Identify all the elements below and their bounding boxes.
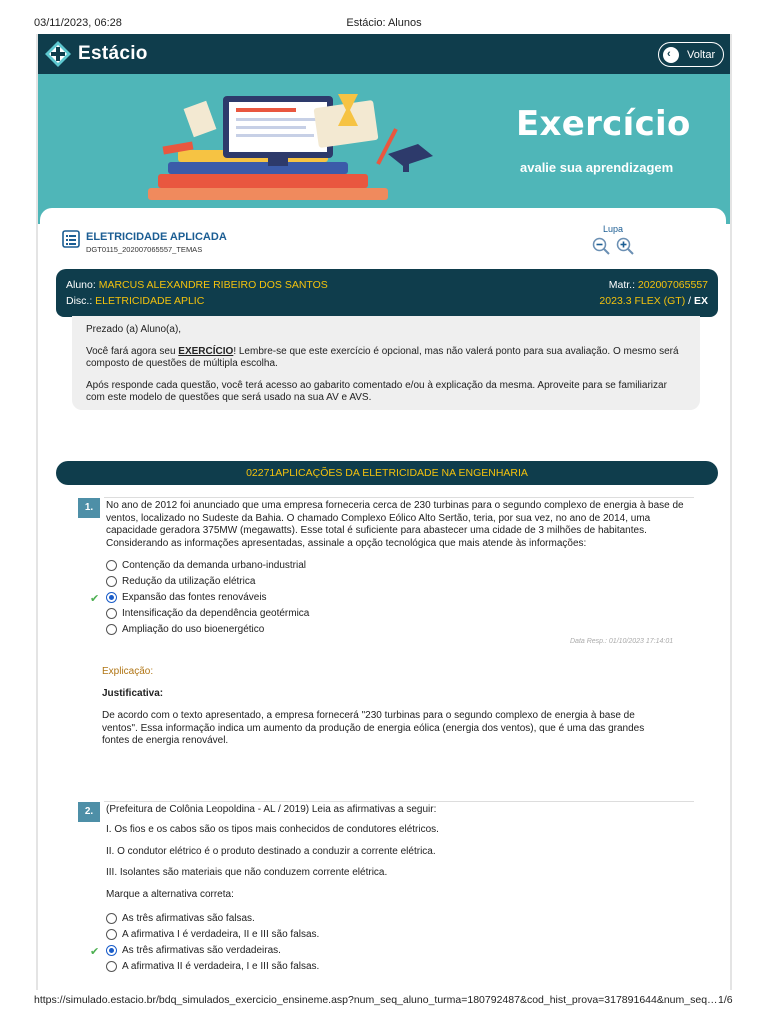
- q1-option-label: Intensificação da dependência geotérmica: [122, 608, 310, 619]
- discipline-row: [66, 295, 204, 307]
- q1-radio[interactable]: [106, 576, 117, 587]
- q1-option-label: Ampliação do uso bioenergético: [122, 624, 265, 635]
- back-button-label: Voltar: [687, 48, 716, 61]
- q1-radio[interactable]: [106, 560, 117, 571]
- banner-subtitle: avalie sua aprendizagem: [520, 160, 674, 175]
- student-name-row: [66, 279, 328, 291]
- q2-radio[interactable]: [106, 929, 117, 940]
- logo-text: Estácio: [78, 43, 148, 64]
- question-2-statement: I. Os fios e os cabos são os tipos mais conhecidos de condutores elétricos.: [106, 824, 439, 835]
- matr-label: Matr.:: [608, 279, 635, 291]
- q1-option[interactable]: [106, 560, 306, 571]
- correct-check-icon: ✔: [90, 593, 100, 605]
- question-2-divider: [104, 801, 694, 802]
- q2-option[interactable]: [106, 961, 319, 972]
- zoom-in-icon[interactable]: [616, 237, 634, 255]
- notice-p1-after: ! Lembre-se que este exercício é opcional, mas não valerá ponto para sua avaliação. O mesmo será composto de questões de múltipla escolha.: [86, 345, 679, 369]
- print-date: 03/11/2023, 06:28: [34, 17, 122, 29]
- q2-option-label: As três afirmativas são verdadeiras.: [122, 945, 281, 956]
- q2-option-label: A afirmativa I é verdadeira, II e III são falsas.: [122, 929, 320, 940]
- hero-banner: [38, 74, 732, 224]
- print-title: Estácio: Alunos: [346, 17, 422, 29]
- term-row: [599, 295, 708, 307]
- course-code: DGT0115_202007065557_TEMAS: [86, 245, 203, 254]
- exercicio-link: EXERCÍCIO: [178, 345, 234, 357]
- correct-check-icon: ✔: [90, 946, 100, 958]
- term-separator: /: [685, 295, 694, 307]
- zoom-out-icon[interactable]: [592, 237, 610, 255]
- notice-greeting: Prezado (a) Aluno(a),: [86, 324, 182, 335]
- zoom-controls: [588, 224, 638, 255]
- term-type: EX: [693, 295, 708, 307]
- q2-option-label: A afirmativa II é verdadeira, I e III são falsas.: [122, 961, 320, 972]
- notice-paragraph-2: Após responde cada questão, você terá acesso ao gabarito comentado e/ou à explicação da mesma. Aproveite para se familiarizar com este modelo de questões que será usado na sua AV e AVS.: [86, 379, 667, 403]
- top-bar: [38, 34, 732, 74]
- question-1-divider: [104, 497, 694, 498]
- q1-option[interactable]: [106, 624, 264, 635]
- justification-label: Justificativa:: [102, 688, 164, 699]
- back-button[interactable]: [658, 42, 724, 67]
- justification-text: De acordo com o texto apresentado, a empresa fornecerá "230 turbinas para o segundo complexo de energia à base de ventos". Essa informação indica um aumento da produção de energia eólica (energia dos ventos), que é uma das grandes fontes de energia renovável.: [102, 710, 645, 746]
- term-value: 2023.3 FLEX (GT): [599, 295, 686, 307]
- q1-option[interactable]: [106, 608, 309, 619]
- q2-radio-selected[interactable]: [106, 945, 117, 956]
- matricula-row: [609, 279, 708, 291]
- q1-option[interactable]: [106, 576, 255, 587]
- q1-option-label: Expansão das fontes renováveis: [122, 592, 267, 603]
- discipline-value: ELETRICIDADE APLIC: [95, 295, 205, 307]
- question-1-text: No ano de 2012 foi anunciado que uma empresa forneceria cerca de 230 turbinas para o segundo complexo de energia à base de ventos, localizado no Sudeste da Bahia. O chamado Complexo Eólico Alto Sertão, teria, por sua vez, no ano de 2014, uma capacidade geradora 375MW (megawatts). Esse total é suficiente para abastecer uma cidade de 3 milhões de habitantes. Considerando as informações apresentadas, assinale a opção tecnológica que mais atende às informações:: [106, 500, 684, 549]
- page-frame: [36, 34, 732, 990]
- print-header: [0, 0, 768, 34]
- q2-option-label: As três afirmativas são falsas.: [122, 913, 255, 924]
- q2-radio[interactable]: [106, 913, 117, 924]
- course-name: ELETRICIDADE APLICADA: [86, 231, 227, 243]
- q1-option-label: Contenção da demanda urbano-industrial: [122, 560, 307, 571]
- disc-label: Disc.:: [66, 295, 93, 307]
- notice-paragraph-1: [86, 346, 686, 371]
- content-card: [40, 208, 726, 990]
- question-2-intro: (Prefeitura de Colônia Leopoldina - AL / 2019) Leia as afirmativas a seguir:: [106, 804, 437, 815]
- matricula-value: 202007065557: [637, 279, 708, 291]
- estacio-logo[interactable]: [44, 40, 148, 68]
- chevron-left-icon: ‹: [663, 47, 679, 63]
- explanation-label: Explicação:: [102, 666, 154, 677]
- instructions-box: [72, 316, 700, 410]
- q1-radio[interactable]: [106, 608, 117, 619]
- response-date: Data Resp.: 01/10/2023 17:14:01: [570, 638, 674, 645]
- q2-radio[interactable]: [106, 961, 117, 972]
- q2-option[interactable]: [106, 929, 319, 940]
- student-name: MARCUS ALEXANDRE RIBEIRO DOS SANTOS: [98, 279, 328, 291]
- student-info-bar: [56, 269, 718, 317]
- document-list-icon: [62, 230, 80, 248]
- question-2-number: 2.: [78, 802, 100, 822]
- question-2-statement: II. O condutor elétrico é o produto destinado a conduzir a corrente elétrica.: [106, 846, 436, 857]
- question-2-statement: III. Isolantes são materiais que não conduzem corrente elétrica.: [106, 867, 388, 878]
- zoom-label: Lupa: [602, 224, 624, 234]
- page-number: 1/6: [718, 994, 733, 1006]
- q1-option-label: Redução da utilização elétrica: [122, 576, 256, 587]
- banner-title: Exercício: [516, 104, 691, 144]
- aluno-label: Aluno:: [66, 279, 96, 291]
- q2-option[interactable]: [106, 913, 255, 924]
- notice-p1-before: Você fará agora seu: [86, 345, 179, 357]
- question-2-prompt: Marque a alternativa correta:: [106, 889, 234, 900]
- q2-option-selected[interactable]: [106, 945, 281, 956]
- estacio-logo-icon: [44, 40, 72, 68]
- q1-radio-selected[interactable]: [106, 592, 117, 603]
- print-url: https://simulado.estacio.br/bdq_simulados_exercicio_ensineme.asp?num_seq_aluno_turma=180792487&cod_hist_prova=317891644&num_seq…: [34, 994, 718, 1006]
- books-computer-illustration: [128, 74, 448, 224]
- question-1-number: 1.: [78, 498, 100, 518]
- q1-radio[interactable]: [106, 624, 117, 635]
- section-title-bar: 02271APLICAÇÕES DA ELETRICIDADE NA ENGENHARIA: [56, 461, 718, 485]
- q1-option-selected[interactable]: [106, 592, 267, 603]
